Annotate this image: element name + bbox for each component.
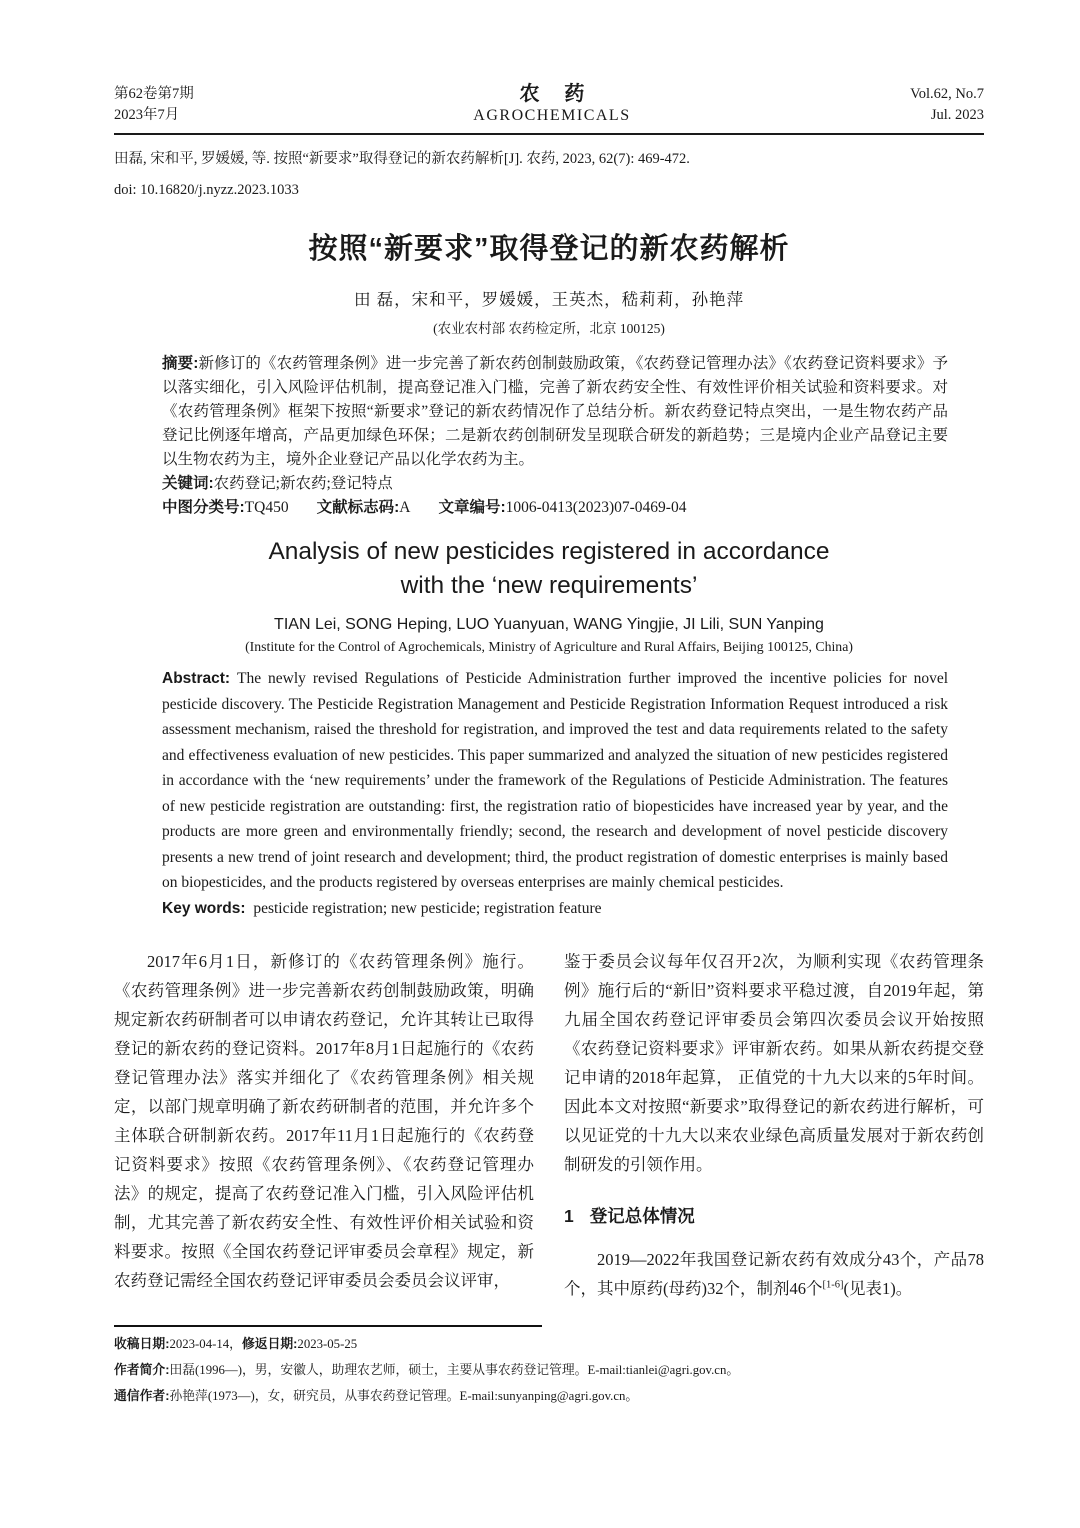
abstract-text-en: The newly revised Regulations of Pesticide Administration further improved the incentive policies for novel pesticide discovery. The Pesticide Registration Management and Pesticide Registration Information Request introduced a risk assessment mechanism, raised the threshold for registration, and improved the test and data requirements related to the safety and effectiveness evaluation of new pesticides. This paper summarized and analyzed the situation of new pesticides registered in accordance with the ‘new requirements’ under the framework of the Regulations of Pesticide Administration. The features of new pesticide registration are outstanding: first, the registration ratio of biopesticides have increased year by year, and the products are more green and environmentally friendly; second, the research and development of novel pesticide discovery presents a new trend of joint research and development; third, the product registration of domestic enterprises is mainly based on biopesticides, and the products registered by overseas enterprises are mainly chemical pesticides. <box>162 670 948 891</box>
running-head-center <box>473 84 630 126</box>
doi-line: doi: 10.16820/j.nyzz.2023.1033 <box>114 182 299 198</box>
corresponding-author-text: 孙艳萍(1973—)，女，研究员，从事农药登记管理。E-mail:sunyanping@agri.gov.cn。 <box>169 1389 639 1403</box>
abstract-text-cn: 新修订的《农药管理条例》进一步完善了新农药创制鼓励政策，《农药登记管理办法》《农药登记资料要求》予以落实细化，引入风险评估机制，提高登记准入门槛，完善了新农药安全性、有效性评价相关试验和资料要求。对《农药管理条例》框架下按照“新要求”登记的新农药情况作了总结分析。新农药登记特点突出，一是生物农药产品登记比例逐年增高，产品更加绿色环保；二是新农药创制研发呈现联合研发的新趋势；三是境内企业产品登记主要以生物农药为主，境外企业登记产品以化学农药为主。 <box>162 355 948 468</box>
date-en: Jul. 2023 <box>930 107 984 123</box>
body-column-right <box>564 947 984 1303</box>
article-title-en <box>114 535 984 603</box>
section-1-text-b: (见表1)。 <box>843 1279 913 1298</box>
affiliation-cn: (农业农村部 农药检定所，北京 100125) <box>433 321 665 336</box>
footnote-separator <box>114 1325 542 1327</box>
running-head <box>114 84 984 135</box>
clc-pair <box>162 499 289 516</box>
abstract-cn <box>162 352 948 472</box>
author-bio-text: 田磊(1996—)，男，安徽人，助理农艺师，硕士，主要从事农药登记管理。E-mail:tianlei@agri.gov.cn。 <box>169 1363 740 1377</box>
footnote-block <box>114 1325 984 1409</box>
keywords-text-en: pesticide registration; new pesticide; registration feature <box>253 899 602 917</box>
received-date-value: 2023-04-14， <box>169 1337 242 1351</box>
section-1-heading <box>564 1202 984 1231</box>
footnote-author-bio <box>114 1357 984 1383</box>
author-bio-label: 作者简介: <box>114 1362 170 1377</box>
body-column-left <box>114 947 534 1303</box>
articleid-label: 文章编号: <box>438 499 506 516</box>
keywords-en <box>162 896 948 922</box>
article-title-en-line2: with the ‘new requirements’ <box>400 572 698 599</box>
reference-superscript: [1-6] <box>822 1279 844 1291</box>
abstract-en <box>162 666 948 896</box>
article-title-cn: 按照“新要求”取得登记的新农药解析 <box>308 233 790 265</box>
section-1-title: 登记总体情况 <box>589 1206 695 1226</box>
journal-name-en: AGROCHEMICALS <box>473 107 631 124</box>
citation-block <box>114 149 984 200</box>
footnote-dates <box>114 1331 984 1357</box>
articleid-value: 1006-0413(2023)07-0469-04 <box>505 499 687 516</box>
affiliation-en: (Institute for the Control of Agrochemicals, Ministry of Agriculture and Rural Affairs, Beijing 100125, China) <box>245 639 853 654</box>
volume-issue-cn: 第62卷第7期 <box>114 86 194 102</box>
body-paragraph-left: 2017年6月1日，新修订的《农药管理条例》施行。《农药管理条例》进一步完善新农药创制鼓励政策，明确规定新农药研制者可以申请农药登记，允许其转让已取得登记的新农药的登记资料。2017年8月1日起施行的《农药登记管理办法》落实并细化了《农药管理条例》相关规定，以部门规章明确了新农药研制者的范围，并允许多个主体联合研制新农药。2017年11月1日起施行的《农药登记资料要求》按照《农药管理条例》、《农药登记管理办法》的规定，提高了农药登记准入门槛，引入风险评估机制，尤其完善了新农药安全性、有效性评价相关试验和资料要求。按照《全国农药登记评审委员会章程》规定，新农药登记需经全国农药登记评审委员会委员会议评审， <box>114 952 534 1290</box>
keywords-label-en: Key words: <box>162 899 246 917</box>
article-title-en-line1: Analysis of new pesticides registered in accordance <box>268 538 830 565</box>
keywords-cn <box>162 472 948 496</box>
doccode-pair <box>317 499 411 516</box>
authors-cn: 田 磊，宋和平，罗媛媛，王英杰，嵇莉莉，孙艳萍 <box>353 290 745 309</box>
journal-name-cn: 农 药 <box>519 83 595 105</box>
clc-label: 中图分类号: <box>162 499 245 516</box>
keywords-text-cn: 农药登记;新农药;登记特点 <box>213 475 393 492</box>
running-head-left <box>114 84 194 126</box>
body-columns <box>114 947 984 1303</box>
articleid-pair <box>438 499 686 516</box>
running-head-right <box>910 84 984 126</box>
section-1-text-a: 2019—2022年我国登记新农药有效成分43个，产品78个，其中原药(母药)32个，制剂46个 <box>564 1250 984 1298</box>
corresponding-author-label: 通信作者: <box>114 1388 170 1403</box>
footnote-corresponding <box>114 1383 984 1409</box>
section-1-paragraph <box>564 1245 984 1303</box>
abstract-label-en: Abstract: <box>162 670 231 687</box>
classification-line <box>162 496 948 520</box>
body-paragraph-right: 鉴于委员会议每年仅召开2次，为顺利实现《农药管理条例》施行后的“新旧”资料要求平稳过渡，自2019年起，第九届全国农药登记评审委员会第四次委员会议开始按照《农药登记资料要求》评审新农药。如果从新农药提交登记申请的2018年起算， 正值党的十九大以来的5年时间。因此本文对按照“新要求”取得登记的新农药进行解析，可以见证党的十九大以来农业绿色高质量发展对于新农药创制研发的引领作用。 <box>564 952 984 1174</box>
volume-issue-en: Vol.62, No.7 <box>910 86 984 102</box>
keywords-label-cn: 关键词: <box>162 475 214 492</box>
authors-en: TIAN Lei, SONG Heping, LUO Yuanyuan, WANG Yingjie, JI Lili, SUN Yanping <box>274 616 824 633</box>
abstract-block-cn <box>162 352 948 520</box>
clc-value: TQ450 <box>244 499 289 516</box>
received-date-label: 收稿日期: <box>114 1336 170 1351</box>
abstract-label-cn: 摘要: <box>162 355 199 372</box>
doccode-label: 文献标志码: <box>316 499 400 516</box>
revised-date-value: 2023-05-25 <box>297 1337 358 1351</box>
citation-line: 田磊, 宋和平, 罗媛媛, 等. 按照“新要求”取得登记的新农药解析[J]. 农药, 2023, 62(7): 469-472. <box>114 151 690 167</box>
doccode-value: A <box>399 499 411 516</box>
revised-date-label: 修返日期: <box>241 1336 298 1351</box>
abstract-block-en <box>162 666 948 921</box>
date-cn: 2023年7月 <box>114 107 180 123</box>
section-1-number: 1 <box>564 1206 574 1226</box>
